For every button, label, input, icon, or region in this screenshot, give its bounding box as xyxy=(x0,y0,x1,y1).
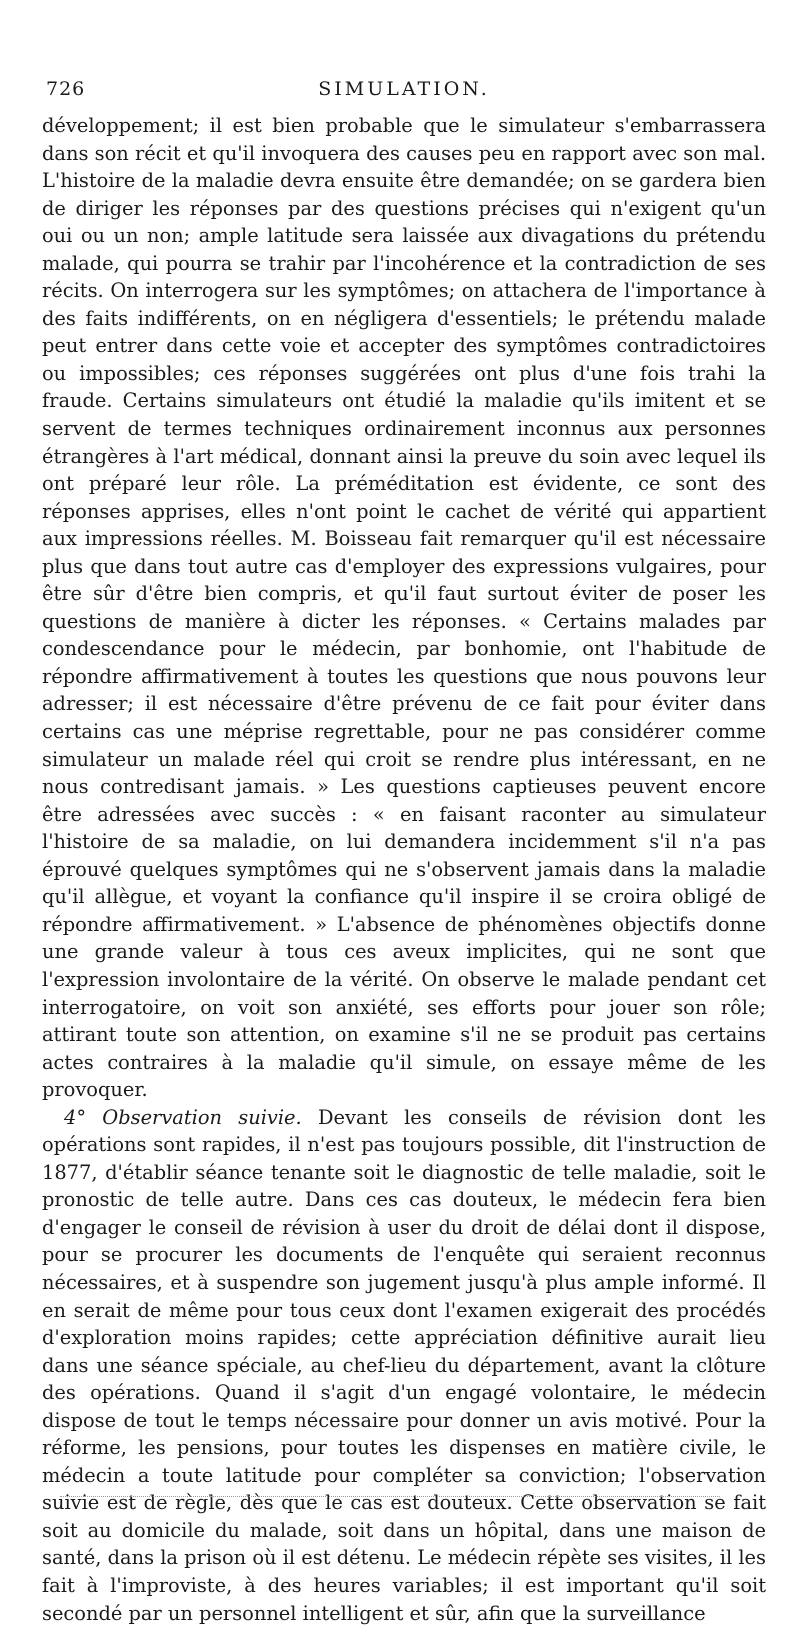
footer-divider xyxy=(60,1496,720,1497)
paragraph-continuation: développement; il est bien probable que le simulateur s'embarrassera dans son récit et qu'il invoquera des causes peu en rapport avec son mal. L'histoire de la maladie devra ensuite être demandée; on se gardera bien de diriger les réponses par des questions précises qui n'exigent qu'un oui ou un non; ample latitude sera laissée aux divagations du prétendu malade, qui pourra se trahir par l'incohérence et la contradiction de ses récits. On interrogera sur les symptômes; on attachera de l'importance à des faits indifférents, on en négligera d'essentiels; le prétendu malade peut entrer dans cette voie et accepter des symptômes contradictoires ou impossibles; ces réponses suggérées ont plus d'une fois trahi la fraude. Certains simulateurs ont étudié la maladie qu'ils imitent et se servent de termes techniques ordinairement inconnus aux personnes étrangères à l'art médical, donnant ainsi la preuve du soin avec lequel ils ont préparé leur rôle. La préméditation est évidente, ce sont des réponses apprises, elles n'ont point le cachet de vérité qui appartient aux impressions réelles. M. Boisseau fait remarquer qu'il est nécessaire plus que dans tout autre cas d'employer des expressions vulgaires, pour être sûr d'être bien compris, et qu'il faut surtout éviter de poser les questions de manière à dicter les réponses. « Certains malades par condescendance pour le médecin, par bonhomie, ont l'habitude de répondre affirmativement à toutes les questions que nous pouvons leur adresser; il est nécessaire d'être prévenu de ce fait pour éviter dans certains cas une méprise regrettable, pour ne pas considérer comme simulateur un malade réel qui croit se rendre plus intéressant, en ne nous contredisant jamais. » Les questions captieuses peuvent encore être adressées avec succès : « en faisant raconter au simulateur l'histoire de sa maladie, on lui demandera incidemment s'il n'a pas éprouvé quelques symptômes qui ne s'observent jamais dans la maladie qu'il allègue, et voyant la confiance qu'il inspire il se croira obligé de répondre affirmativement. » L'absence de phénomènes objectifs donne une grande valeur à tous ces aveux implicites, qui ne sont que l'expression involontaire de la vérité. On observe le malade pendant cet interrogatoire, on voit son anxiété, ses efforts pour jouer son rôle; attirant toute son attention, on examine s'il ne se produit pas certains actes contraires à la maladie qu'il simule, on essaye même de les provoquer. xyxy=(42,114,766,1102)
document-page xyxy=(42,78,766,1627)
paragraph-observation-suivie xyxy=(42,1104,766,1627)
running-header xyxy=(42,78,766,106)
section-heading: 4° Observation suivie. xyxy=(64,1105,302,1129)
running-title: SIMULATION. xyxy=(318,78,490,100)
paragraph-text: Devant les conseils de révision dont les opérations sont rapides, il n'est pas toujours possible, dit l'instruction de 1877, d'établir séance tenante soit le diagnostic de telle maladie, soit le pronostic de telle autre. Dans ces cas douteux, le médecin fera bien d'engager le conseil de révision à user du droit de délai dont il dispose, pour se procurer les documents de l'enquête qui seraient reconnus nécessaires, et à suspendre son jugement jusqu'à plus ample informé. Il en serait de même pour tous ceux dont l'examen exigerait des procédés d'exploration moins rapides; cette appréciation définitive aurait lieu dans une séance spéciale, au chef-lieu du département, avant la clôture des opérations. Quand il s'agit d'un engagé volontaire, le médecin dispose de tout le temps nécessaire pour donner un avis motivé. Pour la réforme, les pensions, pour toutes les dispenses en matière civile, le médecin a toute latitude pour compléter sa conviction; l'observation suivie est de règle, dès que le cas est douteux. Cette observation se fait soit au domicile du malade, soit dans un hôpital, dans une maison de santé, dans la prison où il est détenu. Le médecin répète ses visites, il les fait à l'improviste, à des heures variables; il est important qu'il soit secondé par un personnel intelligent et sûr, afin que la surveillance xyxy=(42,1105,766,1625)
page-number: 726 xyxy=(46,78,86,100)
